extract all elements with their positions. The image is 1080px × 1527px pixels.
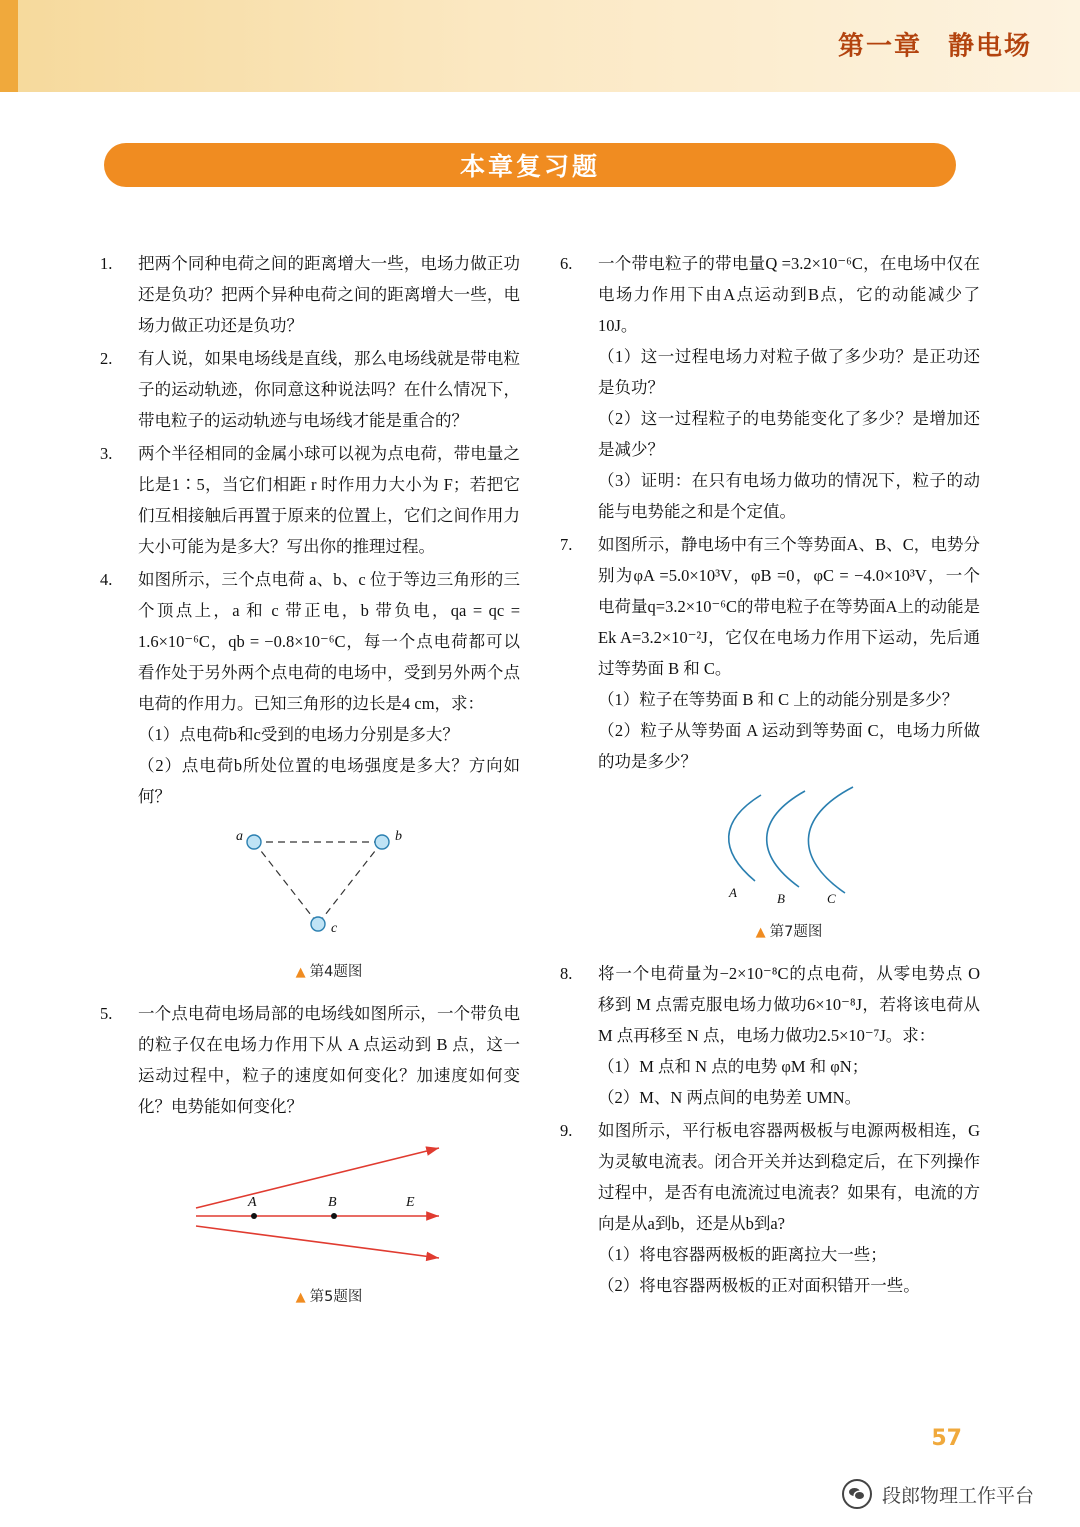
question-sub-text: （2）点电荷b所处位置的电场强度是多大？方向如何？ bbox=[138, 756, 520, 806]
question-number: 6. bbox=[560, 254, 573, 273]
equipotential-surfaces-diagram bbox=[669, 785, 909, 905]
question-number: 1. bbox=[100, 254, 113, 273]
question-number: 9. bbox=[560, 1121, 573, 1140]
question-number: 3. bbox=[100, 444, 113, 463]
question-number: 2. bbox=[100, 349, 113, 368]
question-item bbox=[100, 438, 520, 562]
question-item bbox=[560, 958, 980, 1113]
triangle-charges-diagram bbox=[214, 820, 444, 945]
question-number: 7. bbox=[560, 535, 573, 554]
chapter-title: 静电场 bbox=[947, 31, 1032, 62]
svg-text:A: A bbox=[729, 885, 737, 900]
left-column bbox=[100, 248, 520, 1323]
question-number: 4. bbox=[100, 570, 113, 589]
svg-text:c: c bbox=[331, 921, 338, 936]
section-title-bar bbox=[104, 143, 956, 187]
question-item bbox=[560, 1115, 980, 1301]
question-text: 两个半径相同的金属小球可以视为点电荷，带电量之比是1∶5，当它们相距 r 时作用力大小为 F；若把它们互相接触后再置于原来的位置上，它们之间作用力大小可能为是多大？写出你的推理过程。 bbox=[138, 444, 520, 556]
svg-text:B: B bbox=[328, 1195, 337, 1210]
svg-text:B: B bbox=[777, 891, 785, 905]
question-sub-text: （2）粒子从等势面 A 运动到等势面 C，电场力所做的功是多少？ bbox=[598, 721, 980, 771]
header-band bbox=[0, 0, 1080, 92]
svg-text:E: E bbox=[406, 1195, 415, 1210]
question-sub-text: （2）这一过程粒子的电势能变化了多少？是增加还是减少？ bbox=[598, 409, 980, 459]
figure-7 bbox=[598, 785, 980, 948]
svg-text:C: C bbox=[827, 891, 836, 905]
section-title-text: 本章复习题 bbox=[459, 152, 600, 181]
question-sub-text: （2）将电容器两极板的正对面积错开一些。 bbox=[598, 1276, 920, 1295]
figure-caption-text: 第5题图 bbox=[309, 1289, 363, 1305]
question-text: 如图所示，平行板电容器两极板与电源两极相连，G为灵敏电流表。闭合开关并达到稳定后，在下列操作过程中，是否有电流流过电流表？如果有，电流的方向是从a到b，还是从b到a? bbox=[598, 1121, 980, 1233]
figure-caption bbox=[138, 957, 520, 988]
question-text: 一个点电荷电场局部的电场线如图所示，一个带负电的粒子仅在电场力作用下从 A 点运动到 B 点，这一运动过程中，粒子的速度如何变化？加速度如何变化？电势能如何变化？ bbox=[138, 1004, 520, 1116]
question-sub-text: （1）这一过程电场力对粒子做了多少功？是正功还是负功？ bbox=[598, 347, 980, 397]
question-item bbox=[100, 998, 520, 1313]
question-text: 一个带电粒子的带电量Q =3.2×10⁻⁶C，在电场中仅在电场力作用下由A点运动到B点，它的动能减少了10J。 bbox=[598, 254, 980, 335]
figure-5 bbox=[138, 1130, 520, 1313]
question-sub-text: （3）证明：在只有电场力做功的情况下，粒子的动能与电势能之和是个定值。 bbox=[598, 471, 980, 521]
question-sub-text: （1）M 点和 N 点的电势 φM 和 φN； bbox=[598, 1057, 869, 1076]
question-item bbox=[100, 248, 520, 341]
field-lines-diagram bbox=[184, 1130, 474, 1270]
svg-text:a: a bbox=[236, 829, 243, 844]
svg-text:A: A bbox=[248, 1195, 257, 1210]
wechat-icon bbox=[842, 1479, 872, 1509]
footer-brand-text: 段郎物理工作平台 bbox=[881, 1484, 1034, 1507]
question-text: 把两个同种电荷之间的距离增大一些，电场力做正功还是负功？把两个异种电荷之间的距离增大一些，电场力做正功还是负功？ bbox=[138, 254, 520, 335]
chapter-label: 第一章 bbox=[837, 31, 922, 62]
question-sub-text: （1）将电容器两极板的距离拉大一些； bbox=[598, 1245, 887, 1264]
question-text: 如图所示，三个点电荷 a、b、c 位于等边三角形的三个顶点上，a 和 c 带正电，b 带负电，qa = qc = 1.6×10⁻⁶C，qb = −0.8×10⁻⁶C，每一个点电荷都可以看作处于另外两个点电荷的电场中，受到另外两个点电荷的作用力。已知三角形的边长是4 cm，求： bbox=[138, 570, 520, 713]
header-accent-block bbox=[0, 0, 18, 92]
triangle-bullet-icon: ▲ bbox=[295, 1290, 306, 1305]
question-sub-text: （1）粒子在等势面 B 和 C 上的动能分别是多少？ bbox=[598, 690, 959, 709]
figure-caption-text: 第4题图 bbox=[309, 964, 363, 980]
page-header-title bbox=[838, 26, 1032, 63]
figure-caption bbox=[598, 917, 980, 948]
page-number: 57 bbox=[931, 1426, 962, 1451]
question-text: 有人说，如果电场线是直线，那么电场线就是带电粒子的运动轨迹，你同意这种说法吗？在什么情况下，带电粒子的运动轨迹与电场线才能是重合的？ bbox=[138, 349, 520, 430]
footer-brand bbox=[842, 1479, 1034, 1509]
question-item bbox=[560, 529, 980, 948]
question-sub-text: （2）M、N 两点间的电势差 UMN。 bbox=[598, 1088, 862, 1107]
question-number: 5. bbox=[100, 1004, 113, 1023]
svg-text:b: b bbox=[395, 829, 402, 844]
triangle-bullet-icon: ▲ bbox=[295, 965, 306, 980]
figure-caption-text: 第7题图 bbox=[769, 924, 823, 940]
question-item bbox=[100, 564, 520, 988]
triangle-bullet-icon: ▲ bbox=[755, 925, 766, 940]
question-number: 8. bbox=[560, 964, 573, 983]
figure-4 bbox=[138, 820, 520, 988]
question-text: 如图所示，静电场中有三个等势面A、B、C，电势分别为φA =5.0×10³V，φB =0，φC = −4.0×10³V，一个电荷量q=3.2×10⁻⁶C的带电粒子在等势面A上的动能是Ek A=3.2×10⁻²J，它仅在电场力作用下运动，先后通过等势面 B 和 C。 bbox=[598, 535, 980, 678]
right-column bbox=[560, 248, 980, 1303]
question-item bbox=[100, 343, 520, 436]
question-sub-text: （1）点电荷b和c受到的电场力分别是多大？ bbox=[138, 725, 459, 744]
question-text: 将一个电荷量为−2×10⁻⁸C的点电荷，从零电势点 O 移到 M 点需克服电场力做功6×10⁻⁸J，若将该电荷从 M 点再移至 N 点，电场力做功2.5×10⁻⁷J。求： bbox=[598, 964, 980, 1045]
figure-caption bbox=[138, 1282, 520, 1313]
question-item bbox=[560, 248, 980, 527]
